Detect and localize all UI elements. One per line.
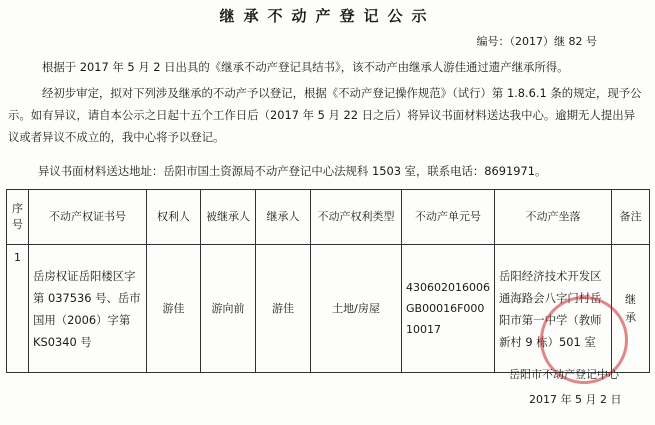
header-unit-no: 不动产单元号: [402, 190, 495, 245]
issue-date: 2017 年 5 月 2 日: [529, 393, 622, 406]
document-number: 编号：（2017）继 82 号: [476, 35, 597, 48]
header-remark: 备注: [612, 190, 650, 245]
header-owner: 权利人: [147, 190, 201, 245]
cell-right-type: 土地/房屋: [311, 245, 402, 373]
cell-location: 岳阳经济技术开发区通海路会八字门村岳阳市第一中学（教师新村 9 栋）501 室: [495, 245, 612, 373]
cell-cert-no: 岳房权证岳阳楼区字第 037536 号、岳市国用（2006）字第 KS0340 号: [29, 245, 147, 373]
header-seq: 序号: [7, 190, 29, 245]
cell-heir: 游佳: [256, 245, 311, 373]
cell-decedent: 游向前: [201, 245, 256, 373]
cell-unit-no: 430602016006GB00016F00010017: [402, 245, 495, 373]
issuer-name: 岳阳市不动产登记中心: [509, 368, 619, 381]
paragraph-notice: 经初步审定，拟对下列涉及继承的不动产予以登记，根据《不动产登记操作规范》（试行）第 1.8.6.1 条的规定，现予公示。如有异议，请自本公示之日起十五个工作日后（2017 年 5 月 22 日之后）将异议书面材料送达我中心。逾期无人提出异议或者异议不成立的，我中心将予以登记。: [8, 86, 642, 144]
table-header-row: [7, 190, 650, 245]
header-cert-no: 不动产权证书号: [29, 190, 147, 245]
header-location: 不动产坐落: [495, 190, 612, 245]
cell-owner: 游佳: [147, 245, 201, 373]
page-title: 继承不动产登记公示: [219, 7, 436, 25]
objection-address: 异议书面材料送达地址：岳阳市国土资源局不动产登记中心法规科 1503 室，联系电话：8691971。: [38, 164, 547, 178]
remark-text: 继承: [625, 292, 636, 324]
header-decedent: 被继承人: [201, 190, 256, 245]
header-right-type: 不动产权利类型: [311, 190, 402, 245]
header-heir: 继承人: [256, 190, 311, 245]
cell-seq: 1: [7, 245, 29, 373]
paragraph-intro: 根据于 2017 年 5 月 2 日出具的《继承不动产登记具结书》，该不动产由继承人游佳通过遗产继承所得。: [42, 60, 569, 74]
